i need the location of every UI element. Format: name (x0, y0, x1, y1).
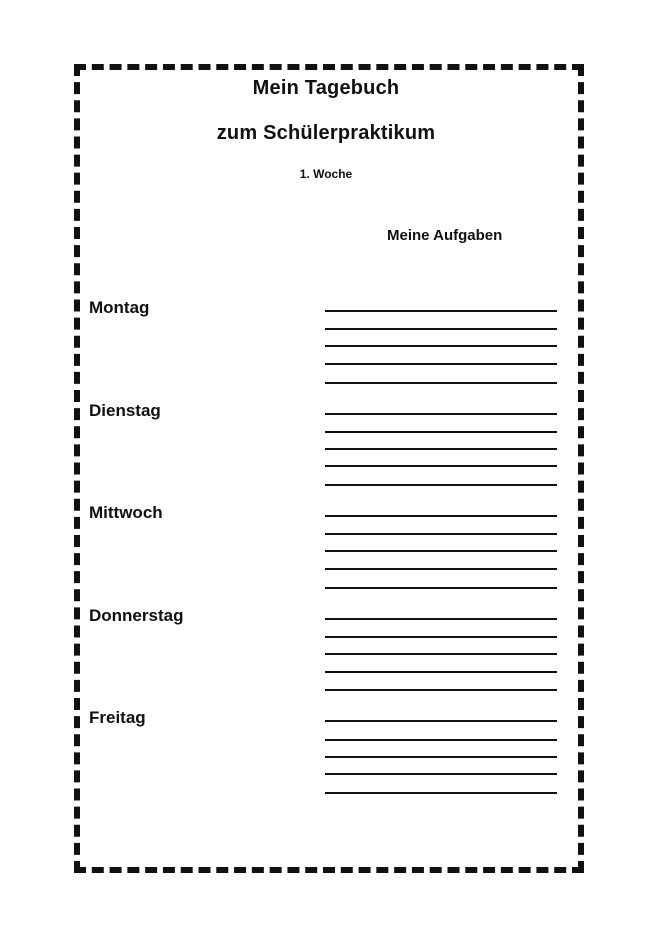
task-line[interactable] (325, 465, 557, 467)
task-line[interactable] (325, 363, 557, 365)
task-line[interactable] (325, 448, 557, 450)
task-line[interactable] (325, 413, 557, 415)
task-line[interactable] (325, 653, 557, 655)
day-label-mittwoch: Mittwoch (89, 503, 163, 522)
task-line[interactable] (325, 345, 557, 347)
task-line[interactable] (325, 533, 557, 535)
task-line[interactable] (325, 587, 557, 589)
day-label-montag: Montag (89, 298, 150, 317)
task-line[interactable] (325, 550, 557, 552)
task-line[interactable] (325, 568, 557, 570)
task-line[interactable] (325, 515, 557, 517)
task-line[interactable] (325, 328, 557, 330)
task-line[interactable] (325, 756, 557, 758)
task-line[interactable] (325, 310, 557, 312)
task-line[interactable] (325, 618, 557, 620)
day-label-dienstag: Dienstag (89, 401, 161, 420)
page-title: Mein Tagebuch (252, 77, 400, 99)
task-line[interactable] (325, 636, 557, 638)
dashed-border-frame (74, 64, 584, 873)
task-line[interactable] (325, 773, 557, 775)
task-line[interactable] (325, 382, 557, 384)
task-line[interactable] (325, 739, 557, 741)
task-line[interactable] (325, 484, 557, 486)
task-line[interactable] (325, 720, 557, 722)
task-line[interactable] (325, 689, 557, 691)
week-label: 1. Woche (299, 167, 353, 181)
day-label-donnerstag: Donnerstag (89, 606, 184, 625)
task-line[interactable] (325, 671, 557, 673)
page-subtitle: zum Schülerpraktikum (216, 122, 436, 144)
day-label-freitag: Freitag (89, 708, 146, 727)
task-line[interactable] (325, 431, 557, 433)
task-line[interactable] (325, 792, 557, 794)
tasks-column-header: Meine Aufgaben (387, 227, 503, 244)
